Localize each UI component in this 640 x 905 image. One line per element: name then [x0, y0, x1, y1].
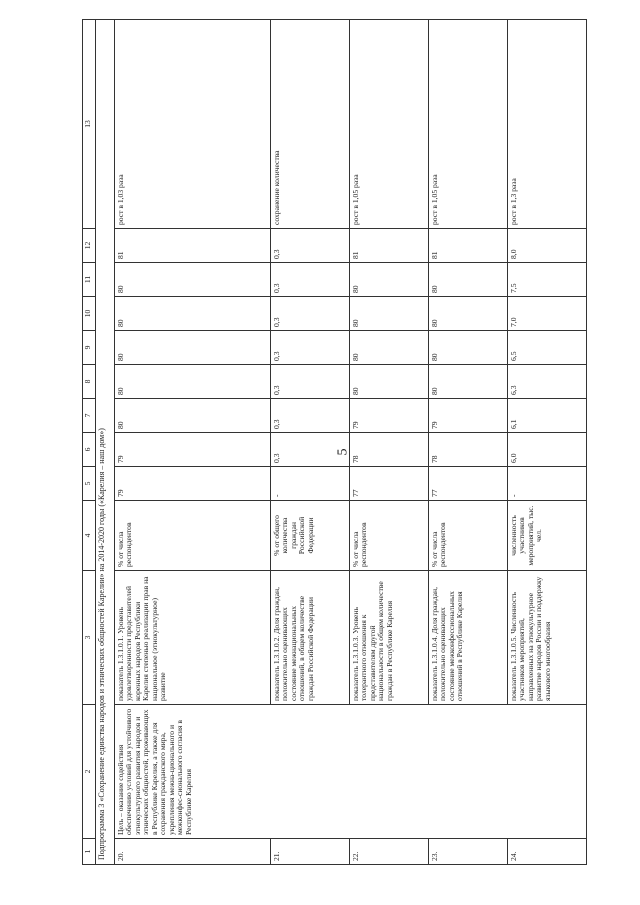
value-cell: 80	[114, 297, 270, 331]
value-cell: 80	[428, 297, 507, 331]
indicators-table	[82, 19, 587, 865]
value-cell: 77	[349, 467, 428, 501]
value-cell: -	[507, 467, 586, 501]
value-cell: 80	[349, 297, 428, 331]
col-number: 7	[83, 399, 96, 433]
value-cell: 80	[114, 331, 270, 365]
value-cell: 79	[114, 433, 270, 467]
unit-cell: численность участников мероприятий, тыс. чел.	[507, 501, 586, 571]
value-cell: 0,3	[270, 263, 349, 297]
target-cell: рост в 1,03 раза	[114, 20, 270, 229]
value-cell: 7,5	[507, 263, 586, 297]
value-cell: 0,3	[270, 297, 349, 331]
value-cell: 80	[349, 263, 428, 297]
row-number: 24.	[507, 839, 586, 865]
value-cell: 78	[428, 433, 507, 467]
col-number: 3	[83, 571, 96, 705]
target-cell: сохранение количества	[270, 20, 349, 229]
value-cell: 80	[114, 365, 270, 399]
value-cell: 77	[428, 467, 507, 501]
value-cell: 0,3	[270, 365, 349, 399]
col-number: 13	[83, 20, 96, 229]
indicator-cell: показатель 1.3.1.0.3. Уровень толерантного отношения к представителям другой национальности в общем количестве граждан в Республике Карелия	[349, 571, 428, 705]
value-cell: 0,3	[270, 229, 349, 263]
unit-cell: % от числа респондентов	[114, 501, 270, 571]
row-number: 23.	[428, 839, 507, 865]
value-cell: 81	[349, 229, 428, 263]
indicator-cell: показатель 1.3.1.0.2. Доля граждан, положительно оценивающих состояние межнациональных отношений, в общем количестве граждан Российской Федерации	[270, 571, 349, 705]
indicator-cell: показатель 1.3.1.0.4. Доля граждан, положительно оценивающих состояние межконфессиональных отношений в Республике Карелия	[428, 571, 507, 705]
target-cell: рост в 1,05 раза	[349, 20, 428, 229]
col-number: 10	[83, 297, 96, 331]
indicator-table-sheet	[82, 20, 640, 861]
col-number: 12	[83, 229, 96, 263]
indicator-cell: показатель 1.3.1.0.1. Уровень удовлетворенности представителей коренных народов Республики Карелия степенью реализации прав на национальное (этнокультурное) развитие	[114, 571, 270, 705]
value-cell: 0,3	[270, 433, 349, 467]
col-number: 11	[83, 263, 96, 297]
value-cell: 81	[114, 229, 270, 263]
value-cell: 80	[114, 399, 270, 433]
value-cell: 6,5	[507, 331, 586, 365]
col-number: 9	[83, 331, 96, 365]
value-cell: 80	[428, 331, 507, 365]
value-cell: 7,0	[507, 297, 586, 331]
indicator-cell: показатель 1.3.1.0.5. Численность участников мероприятий, направленных на этнокультурное развитие народов России и поддержку языкового многообразия	[507, 571, 586, 705]
goal-cell: Цель – оказание содействия обеспечению условий для устойчивого этнокультурного развития народов и этнических общностей, проживающих в Республике Карелия, а также для сохранения гражданского мира, укрепления межна-ционального и межконфес-сионального согласия в Республике Карелия	[114, 705, 586, 839]
value-cell: 6,0	[507, 433, 586, 467]
col-number: 4	[83, 501, 96, 571]
value-cell: 80	[349, 331, 428, 365]
value-cell: 78	[349, 433, 428, 467]
row-number: 22.	[349, 839, 428, 865]
unit-cell: % от числа респондентов	[428, 501, 507, 571]
table-row	[114, 20, 270, 865]
value-cell: 80	[349, 365, 428, 399]
value-cell: 0,3	[270, 331, 349, 365]
value-cell: 8,0	[507, 229, 586, 263]
value-cell: 80	[114, 263, 270, 297]
col-number: 6	[83, 433, 96, 467]
target-cell: рост в 1,3 раза	[507, 20, 586, 229]
value-cell: 79	[114, 467, 270, 501]
value-cell: 79	[349, 399, 428, 433]
rotated-table-wrapper	[82, 20, 587, 865]
unit-cell: % от числа респондентов	[349, 501, 428, 571]
value-cell: 80	[428, 263, 507, 297]
value-cell: 6,3	[507, 365, 586, 399]
row-number: 20.	[114, 839, 270, 865]
row-number: 21.	[270, 839, 349, 865]
value-cell: 6,1	[507, 399, 586, 433]
value-cell: 79	[428, 399, 507, 433]
page-number: 5	[335, 448, 351, 456]
col-number: 2	[83, 705, 96, 839]
target-cell: рост в 1,05 раза	[428, 20, 507, 229]
value-cell: -	[270, 467, 349, 501]
col-number: 8	[83, 365, 96, 399]
subprogram-row	[96, 20, 115, 865]
value-cell: 0,3	[270, 399, 349, 433]
unit-cell: % от общего количества граждан Российской Федерации	[270, 501, 349, 571]
value-cell: 80	[428, 365, 507, 399]
column-number-row	[83, 20, 96, 865]
col-number: 1	[83, 839, 96, 865]
value-cell: 81	[428, 229, 507, 263]
col-number: 5	[83, 467, 96, 501]
subprogram-title: Подпрограмма 3 «Сохранение единства народов и этнических общностей Карелии» на 2014-2020 годы («Карелия – наш дом»)	[96, 20, 115, 865]
